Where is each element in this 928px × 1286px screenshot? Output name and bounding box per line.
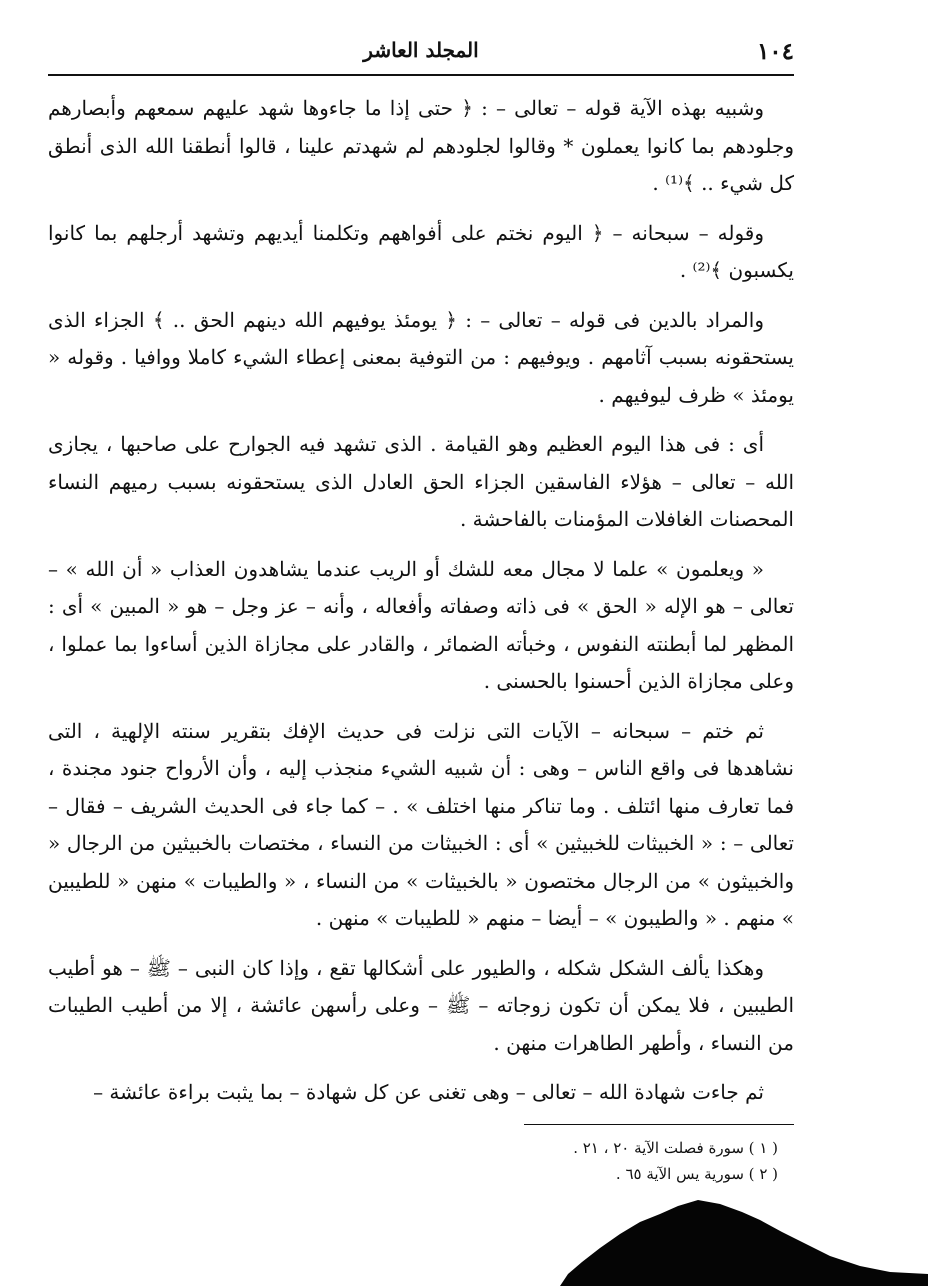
paragraph: ثم ختم – سبحانه – الآيات التى نزلت فى حديث الإفك بتقرير سنته الإلهية ، التى نشاهدها فى واقع الناس – وهى : أن شبيه الشيء منجذب إليه ، وأن الأرواح جنود مجندة ، فما تعارف منها ائتلف . وما تناكر منها اختلف » . – كما جاء فى الحديث الشريف – فقال – تعالى – : « الخبيثات للخبيثين » أى : الخبيثات من النساء ، مختصات بالخبيثين من الرجال « والخبيثون » من الرجال مختصون « بالخبيثات » من النساء ، « والطيبات » منهن « للطيبين » منهم . « والطيبون » – أيضا – منهم « للطيبات » منهن . <box>48 718 794 930</box>
running-title: المجلد العاشر <box>363 38 479 62</box>
page-header <box>48 30 794 76</box>
footnote: ( ١ ) سورة فصلت الآية ٢٠ ، ٢١ . <box>573 1138 778 1157</box>
paragraph: « ويعلمون » علما لا مجال معه للشك أو الريب عندما يشاهدون العذاب « أن الله » – تعالى – هو الإله « الحق » فى ذاته وصفاته وأفعاله ، وأنه – عز وجل – هو « المبين » أى : المظهر لما أبطنته النفوس ، وخبأته الضمائر ، والقادر على مجازاة الذين أساءوا بما عملوا ، وعلى مجازاة الذين أحسنوا بالحسنى . <box>48 556 794 693</box>
footnote: ( ٢ ) سورية يس الآية ٦٥ . <box>615 1164 778 1183</box>
paragraph: وشبيه بهذه الآية قوله – تعالى – : ﴿ حتى إذا ما جاءوها شهد عليهم سمعهم وأبصارهم وجلودهم بما كانوا يعملون * وقالوا لجلودهم لم شهدتم علينا ، قالوا أنطقنا الله الذى أنطق كل شيء .. ﴾⁽¹⁾ . <box>48 96 794 195</box>
body-text <box>48 90 794 1112</box>
page-number: ١٠٤ <box>756 38 794 65</box>
paragraph: ثم جاءت شهادة الله – تعالى – وهى تغنى عن كل شهادة – بما يثبت براءة عائشة – <box>93 1080 764 1104</box>
paragraph: أى : فى هذا اليوم العظيم وهو القيامة . الذى تشهد فيه الجوارح على صاحبها ، يجازى الله – تعالى – هؤلاء الفاسقين الجزاء الحق العادل الذى يستحقونه بسبب رميهم النساء المحصنات الغافلات المؤمنات بالفاحشة . <box>48 432 794 531</box>
scan-shadow <box>560 1178 928 1286</box>
paragraph: وهكذا يألف الشكل شكله ، والطيور على أشكالها تقع ، وإذا كان النبى – ﷺ – هو أطيب الطيبين ، فلا يمكن أن تكون زوجاته – ﷺ – وعلى رأسهن عائشة ، إلا من أطيب الطيبات من النساء ، وأطهر الطاهرات منهن . <box>48 955 794 1055</box>
footnote-divider <box>524 1124 794 1125</box>
book-page <box>48 30 794 1190</box>
paragraph: والمراد بالدين فى قوله – تعالى – : ﴿ يومئذ يوفيهم الله دينهم الحق .. ﴾ الجزاء الذى يستحقونه بسبب آثامهم . ويوفيهم : من التوفية بمعنى إعطاء الشيء كاملا ووافيا . وقوله « يومئذ » ظرف ليوفيهم . <box>48 307 794 407</box>
paragraph: وقوله – سبحانه – ﴿ اليوم نختم على أفواههم وتكلمنا أيديهم وتشهد أرجلهم بما كانوا يكسبون ﴾⁽²⁾ . <box>48 220 794 282</box>
